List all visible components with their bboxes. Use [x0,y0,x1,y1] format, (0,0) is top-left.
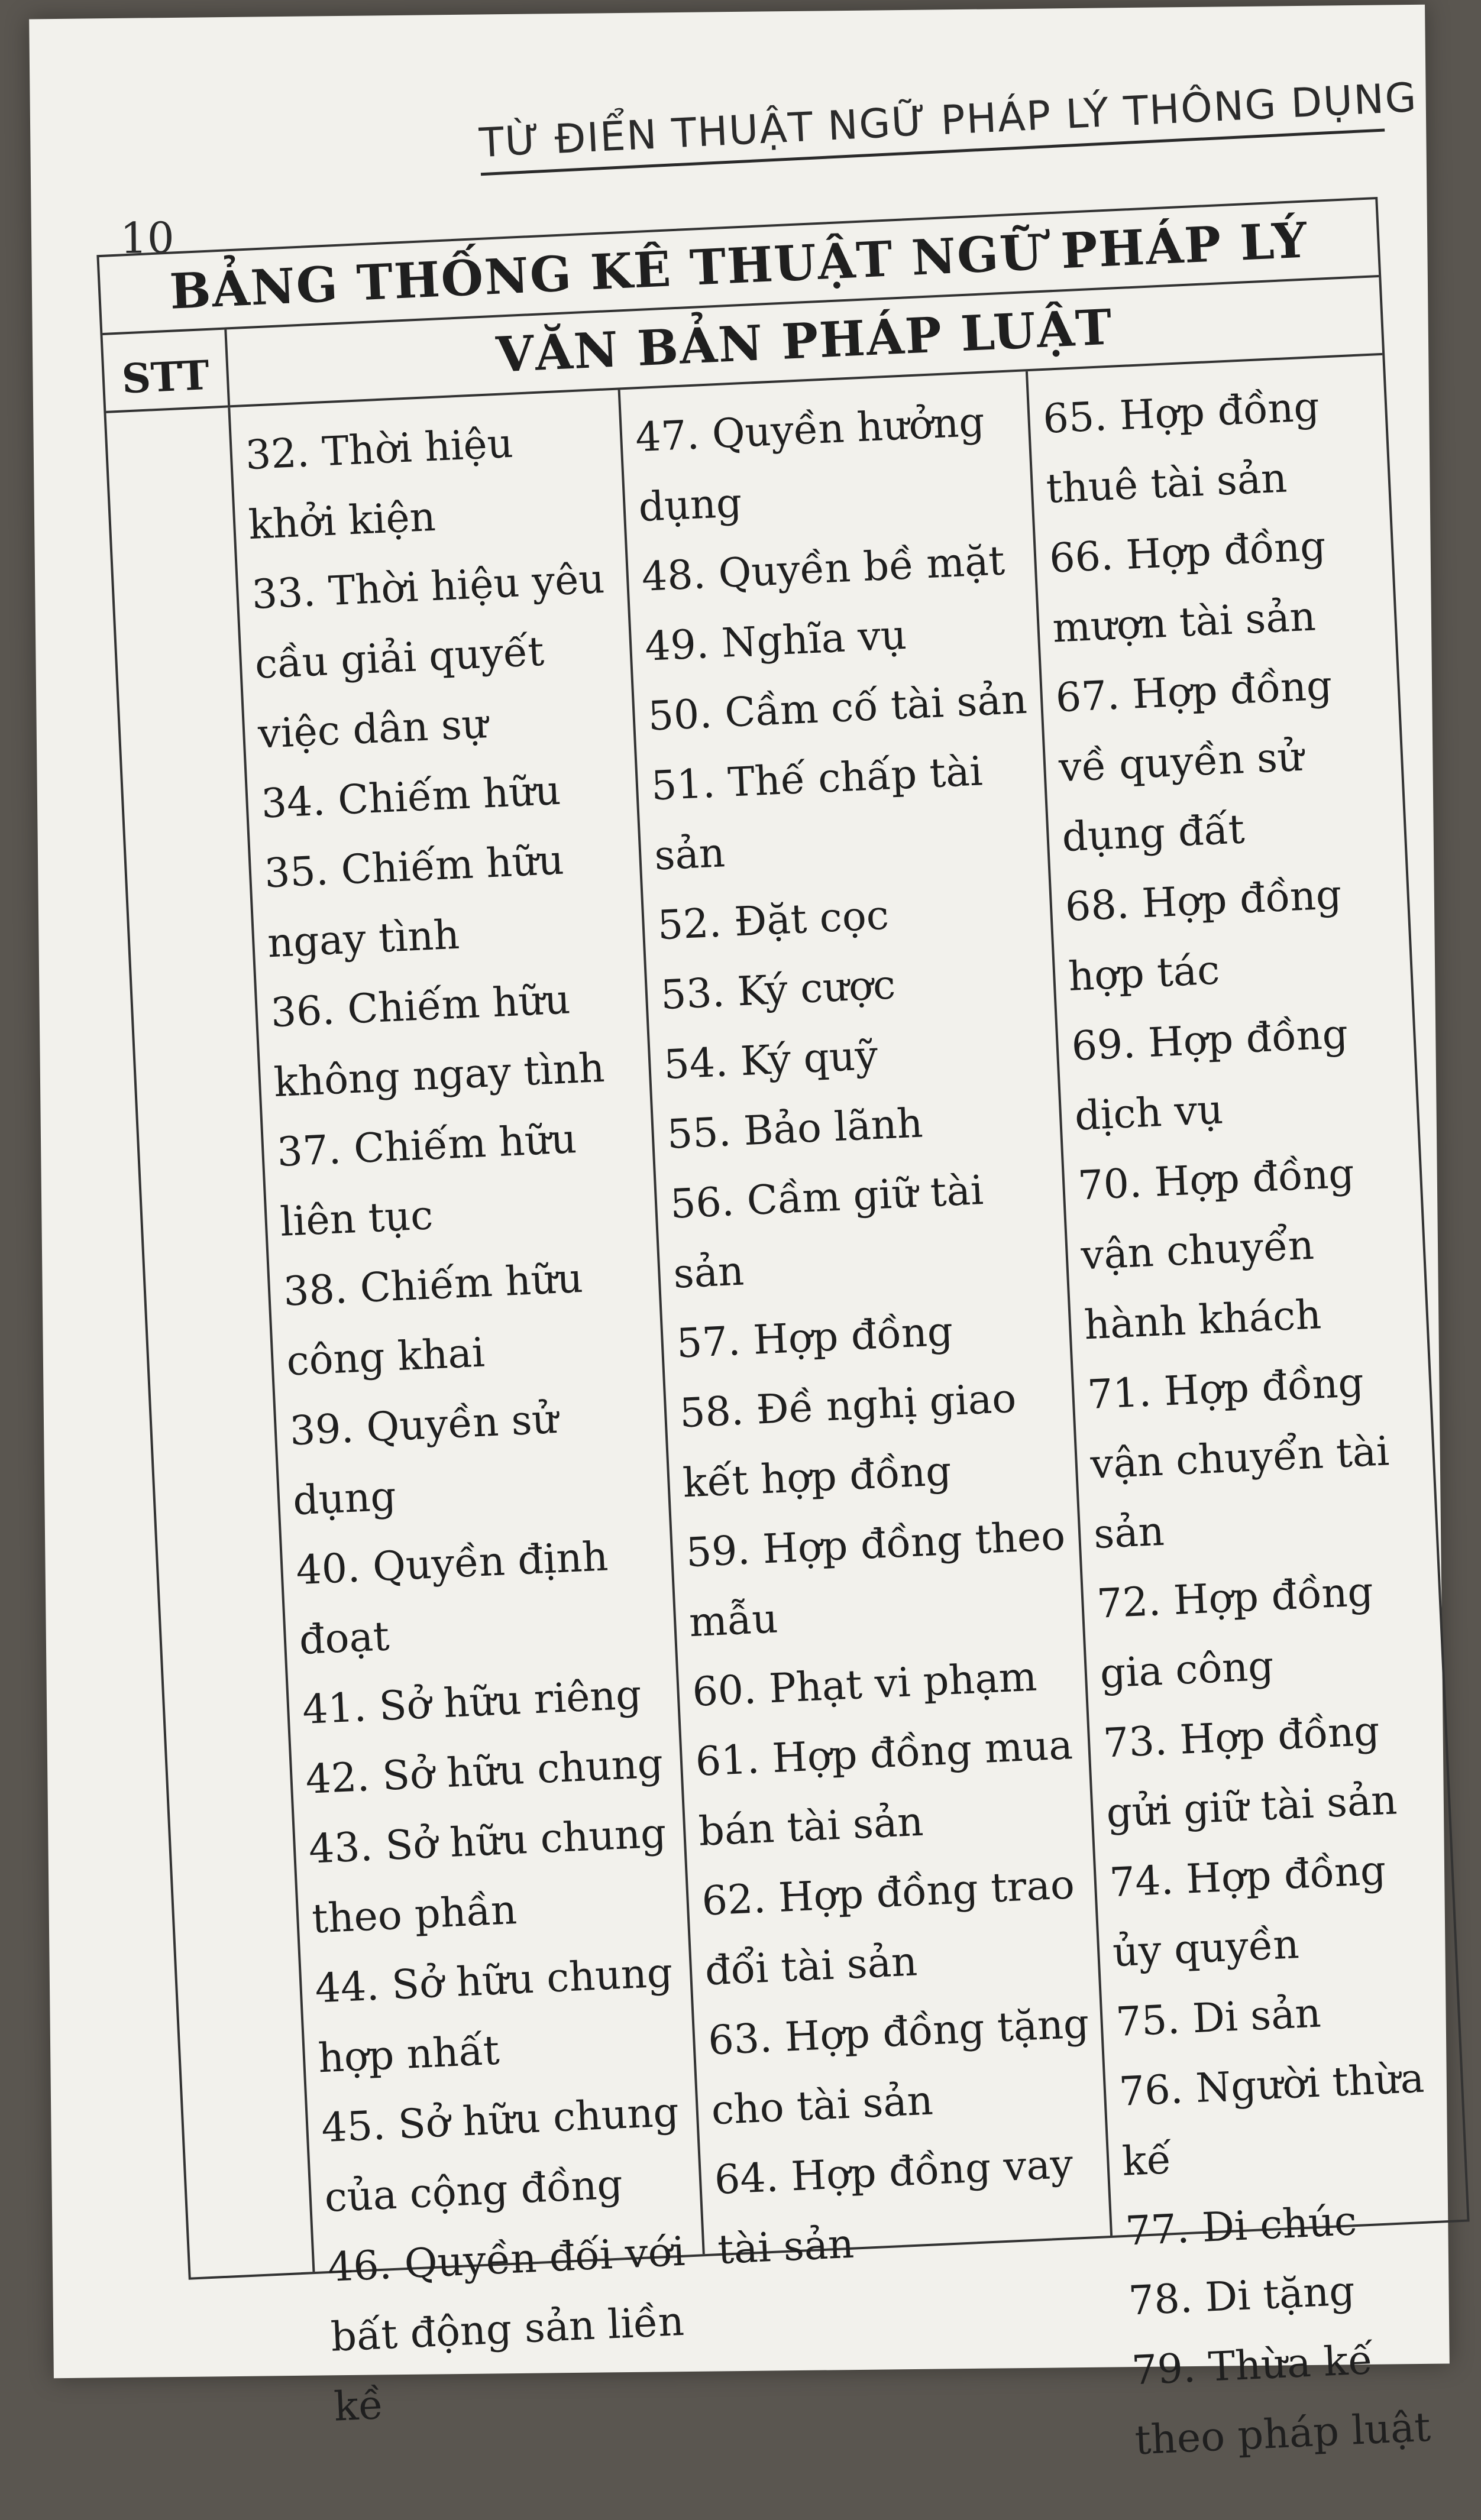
term-number: 71 . [1087,1368,1165,1418]
term-text: Chiếm hữu công khai [285,1255,584,1385]
term-item [1076,1136,1417,1361]
term-text: Thừa kế theo pháp luật [1134,2337,1432,2464]
term-text: Quyền sử dụng [292,1395,559,1525]
term-number: 52 . [657,899,735,950]
table-title: BẢNG THỐNG KÊ THUẬT NGỮ PHÁP LÝ [99,199,1379,335]
term-text: Hợp đồng trao đổi tài sản [704,1861,1076,1995]
term-number: 47 . [635,411,713,461]
term-item [713,2129,1101,2285]
term-item [282,1241,652,1397]
term-number: 68 . [1064,880,1143,931]
term-item [1054,649,1394,873]
term-item [326,2217,700,2443]
term-item [313,1938,684,2094]
term-number: 57 . [675,1317,754,1368]
term-item [1117,2043,1454,2197]
term-number: 74 . [1108,1857,1187,1907]
term-text: Đặt cọc [733,892,890,946]
term-number: 46 . [326,2241,405,2291]
term-item [269,962,639,1118]
term-text: Thế chấp tài sản [653,748,984,880]
term-number: 58 . [678,1387,757,1437]
term-text: Hợp đồng hợp tác [1067,871,1343,1000]
term-item [678,1362,1066,1518]
term-text: Sở hữu riêng [378,1672,643,1731]
term-item [307,1799,677,1955]
term-text: Hợp đồng vận chuyển tài sản [1089,1359,1391,1559]
term-item [684,1501,1072,1658]
term-number: 61 . [694,1735,773,1786]
term-text: Hợp đồng vay tài sản [716,2140,1074,2274]
term-text: Hợp đồng mượn tài sản [1051,523,1327,652]
term-text: Hợp đồng về quyền sử dụng đất [1058,662,1333,861]
term-number: 59 . [685,1526,764,1576]
term-number: 73 . [1102,1717,1181,1767]
term-text: Hợp đồng theo mẫu [688,1512,1066,1647]
term-number: 69 . [1071,1020,1149,1070]
term-item [1048,509,1385,663]
term-number: 62 . [701,1875,780,1925]
table-body-row [106,355,1467,2464]
term-text: Hợp đồng dịch vụ [1073,1010,1349,1140]
term-number: 48 . [641,550,719,601]
term-number: 45 . [321,2101,399,2152]
term-item [320,2077,690,2233]
term-number: 60 . [691,1666,770,1716]
term-text: Ký cược [736,961,897,1016]
terms-column-2 [620,371,1113,2274]
term-item [1102,1694,1439,1848]
term-text: Chiếm hữu [337,767,562,824]
term-text: Đề nghị giao kết hợp đồng [681,1375,1017,1507]
term-number: 64 . [713,2153,792,2204]
term-number: 42 . [305,1753,383,1803]
term-number: 66 . [1049,532,1127,582]
term-item [634,386,1022,543]
running-header: TỪ ĐIỂN THUẬT NGỮ PHÁP LÝ THÔNG DỤNG [478,76,1385,176]
term-item [263,823,633,979]
term-text: Hợp đồng [752,1308,954,1364]
term-number: 33 . [251,568,329,618]
term-item [288,1381,658,1537]
term-number: 39 . [289,1405,367,1455]
term-text: Quyền bề mặt [717,537,1006,598]
term-text: Hợp đồng mua bán tài sản [697,1722,1074,1855]
term-number: 54 . [663,1038,742,1089]
term-text: Hợp đồng tặng cho tài sản [710,2000,1090,2134]
term-number: 40 . [295,1544,374,1594]
term-number: 38 . [282,1265,361,1316]
book-page [29,5,1450,2464]
term-text: Sở hữu chung của cộng đồng [324,2088,680,2222]
term-text: Di chúc [1201,2198,1358,2252]
term-text: Bảo lãnh [742,1100,924,1155]
term-text: Hợp đồng gửi giữ tài sản [1105,1708,1398,1837]
term-item [1086,1346,1426,1570]
term-item [1063,858,1401,1012]
term-text: Sở hữu chung theo phần [311,1810,668,1943]
term-item [1095,1555,1433,1709]
term-text: Thời hiệu khởi kiện [247,420,515,549]
term-number: 56 . [669,1178,748,1228]
term-number: 43 . [308,1823,386,1873]
term-item [1130,2321,1467,2476]
term-text: Sở hữu chung [381,1740,664,1800]
term-text: Nghĩa vụ [720,611,908,667]
term-text: Cầm cố tài sản [723,676,1029,737]
term-number: 50 . [647,690,726,740]
term-item [694,1711,1082,1867]
term-text: Chiếm hữu liên tục [279,1116,578,1246]
term-number: 36 . [270,986,348,1036]
term-text: Quyền đối với bất động sản liền kề [329,2228,686,2431]
term-number: 37 . [276,1126,355,1176]
term-item [1042,370,1379,524]
term-text: Thời hiệu yêu cầu giải quyết việc dân sự [254,555,606,758]
term-number: 67 . [1055,672,1133,722]
term-number: 63 . [707,2014,786,2065]
term-text: Chiếm hữu ngay tình [266,837,565,967]
term-number: 35 . [263,847,342,898]
term-text: Cầm giữ tài sản [672,1167,985,1298]
term-number: 79 . [1131,2344,1210,2395]
term-text: Di tặng [1204,2268,1356,2321]
term-number: 65 . [1042,393,1121,443]
term-text: Hợp đồng vận chuyển hành khách [1080,1150,1356,1349]
term-text: Hợp đồng ủy quyền [1111,1847,1387,1977]
term-text: Sở hữu chung hợp nhất [317,1949,674,2082]
term-number: 51 . [650,760,729,810]
term-item [1070,997,1407,1152]
term-number: 78 . [1127,2275,1206,2325]
term-item [295,1520,665,1676]
term-number: 41 . [302,1683,380,1734]
term-text: Phạt vi phạm [768,1653,1038,1713]
term-text: Hợp đồng gia công [1099,1568,1375,1698]
term-text: Di sản [1191,1990,1322,2043]
term-number: 32 . [244,429,323,479]
term-number: 44 . [314,1962,393,2013]
term-number: 72 . [1096,1578,1175,1628]
term-number: 75 . [1115,1996,1194,2046]
term-item [276,1102,646,1258]
term-text: Người thừa kế [1121,2055,1425,2185]
term-number: 53 . [659,969,738,1019]
stt-header: STT [103,329,231,410]
term-item [1108,1834,1445,1988]
term-text: Quyền định đoạt [298,1533,609,1664]
terms-table [96,197,1469,2464]
term-text: Hợp đồng thuê tài sản [1045,383,1321,513]
term-item [707,1989,1095,2146]
term-text: Chiếm hữu không ngay tình [273,976,606,1107]
table-subtitle: VĂN BẢN PHÁP LUẬT [494,299,1114,384]
term-number: 55 . [666,1108,745,1158]
term-text: Ký quỹ [739,1032,879,1086]
term-number: 49 . [644,620,723,671]
term-number: 76 . [1118,2065,1197,2116]
page-number: 10 [119,212,175,263]
term-text: Quyền hưởng dụng [637,399,986,532]
term-number: 77 . [1124,2205,1203,2255]
term-item [250,544,623,770]
term-number: 34 . [260,778,339,828]
term-item [244,404,614,561]
term-item [669,1153,1057,1310]
term-number: 70 . [1077,1159,1156,1210]
term-item [649,734,1037,891]
term-item [700,1849,1088,2006]
